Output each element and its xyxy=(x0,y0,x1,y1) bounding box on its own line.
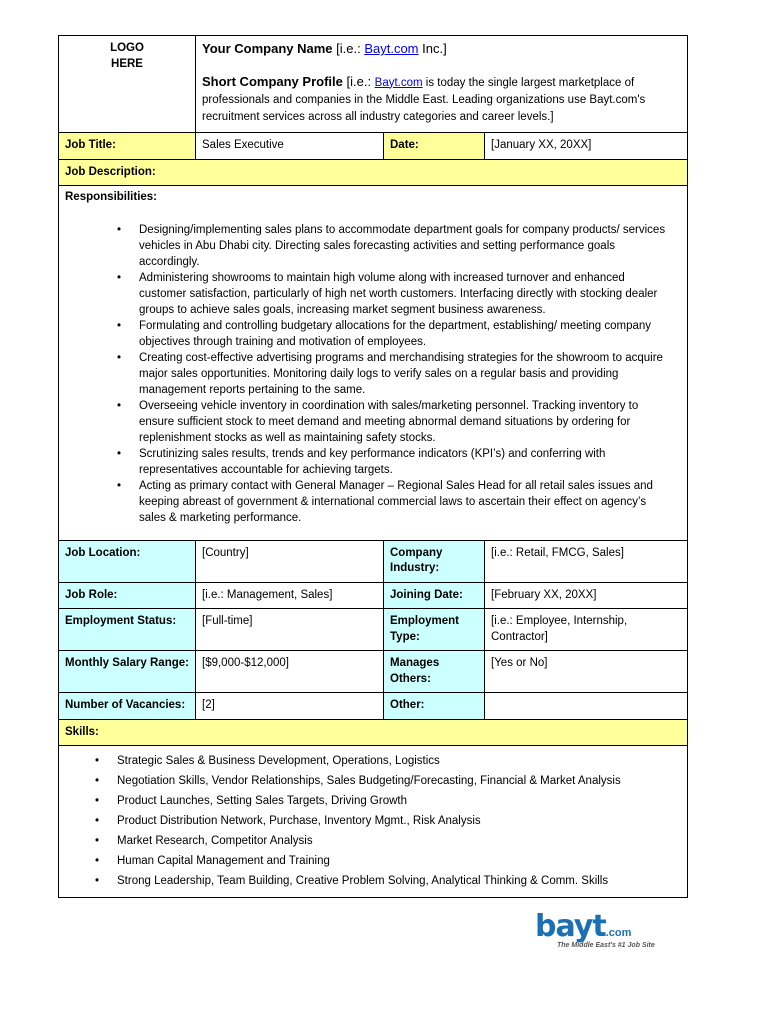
list-item: • Product Launches, Setting Sales Targets, Driving Growth xyxy=(117,791,671,811)
skills-label: Skills: xyxy=(59,719,688,746)
bayt-footer-logo xyxy=(535,909,685,952)
employment-type-label: Employment Type: xyxy=(384,609,485,651)
company-industry-value[interactable]: [i.e.: Retail, FMCG, Sales] xyxy=(485,540,688,582)
job-location-label: Job Location: xyxy=(59,540,196,582)
list-item: • Overseeing vehicle inventory in coordination with sales/marketing personnel. Tracking inventory to ensure sufficient stock to meet demand and meeting abnormal demand situations by ordering for replenishment stocks as well as maintaining safety stocks. xyxy=(139,398,671,446)
list-item: • Strategic Sales & Business Development, Operations, Logistics xyxy=(117,751,671,771)
company-name xyxy=(202,41,681,57)
table-row xyxy=(59,609,688,651)
bayt-brand-text: bayt xyxy=(535,909,606,944)
joining-date-value[interactable]: [February XX, 20XX] xyxy=(485,582,688,609)
list-item: • Designing/implementing sales plans to accommodate department goals for company products/ services vehicles in Abu Dhabi city. Directing sales forecasting activities and setting performance goals accordingly. xyxy=(139,222,671,270)
vacancies-value[interactable]: [2] xyxy=(196,693,384,720)
job-description-form xyxy=(58,35,688,898)
company-name-suffix: Inc.] xyxy=(418,41,447,56)
date-value[interactable]: [January XX, 20XX] xyxy=(485,133,688,160)
bayt-domain-text: .com xyxy=(605,927,632,939)
responsibilities-section xyxy=(59,186,688,541)
job-role-value[interactable]: [i.e.: Management, Sales] xyxy=(196,582,384,609)
company-profile-heading xyxy=(202,74,681,126)
company-profile-text: is today the single largest marketplace of professionals and companies in the Middle East. Leading organizations use Bayt.com's recruitment services across all industry categories and career levels.] xyxy=(202,76,646,123)
date-label: Date: xyxy=(384,133,485,160)
list-item: • Scrutinizing sales results, trends and key performance indicators (KPI’s) and conferring with representatives accountable for achieving targets. xyxy=(139,446,671,478)
salary-range-value[interactable]: [$9,000-$12,000] xyxy=(196,651,384,693)
skills-list xyxy=(65,751,671,891)
list-item: • Creating cost-effective advertising programs and merchandising strategies for the showroom to acquire major sales opportunities. Monitoring daily logs to verify sales on a regular basis and providing management reports pertaining to the same. xyxy=(139,350,671,398)
list-item: • Strong Leadership, Team Building, Creative Problem Solving, Analytical Thinking & Comm. Skills xyxy=(117,871,671,891)
salary-range-label: Monthly Salary Range: xyxy=(59,651,196,693)
job-description-label: Job Description: xyxy=(59,159,688,186)
logo-placeholder xyxy=(59,36,196,133)
list-item: • Negotiation Skills, Vendor Relationships, Sales Budgeting/Forecasting, Financial & Market Analysis xyxy=(117,771,671,791)
employment-type-value[interactable]: [i.e.: Employee, Internship, Contractor] xyxy=(485,609,688,651)
bayt-tagline: The Middle East's #1 Job Site xyxy=(557,942,655,949)
employment-status-value[interactable]: [Full-time] xyxy=(196,609,384,651)
list-item: • Acting as primary contact with General Manager – Regional Sales Head for all retail sales issues and keeping abreast of government & international commercial laws to ascertain their effect on agency’s sales & marketing performance. xyxy=(139,478,671,526)
responsibilities-list xyxy=(65,222,671,526)
company-profile-prefix: [i.e.: xyxy=(346,73,375,89)
company-industry-label: Company Industry: xyxy=(384,540,485,582)
other-value[interactable] xyxy=(485,693,688,720)
employment-status-label: Employment Status: xyxy=(59,609,196,651)
list-item: • Human Capital Management and Training xyxy=(117,851,671,871)
other-label: Other: xyxy=(384,693,485,720)
table-row xyxy=(59,693,688,720)
list-item: • Administering showrooms to maintain high volume along with increased turnover and enhanced customer satisfaction, particularly of high net worth customers. Interfacing directly with stocking dealer groups to achieve sales goals, increasing market segment business awareness. xyxy=(139,270,671,318)
skills-section xyxy=(59,746,688,898)
company-name-label: Your Company Name xyxy=(202,41,333,56)
list-item: • Formulating and controlling budgetary allocations for the department, establishing/ meeting company objectives through training and motivation of employees. xyxy=(139,318,671,350)
company-name-link[interactable]: Bayt.com xyxy=(364,41,419,56)
logo-line-2: HERE xyxy=(111,57,143,70)
manages-others-label: Manages Others: xyxy=(384,651,485,693)
table-row xyxy=(59,540,688,582)
company-profile-link[interactable]: Bayt.com xyxy=(374,76,423,89)
job-title-value[interactable]: Sales Executive xyxy=(196,133,384,160)
list-item: • Market Research, Competitor Analysis xyxy=(117,831,671,851)
vacancies-label: Number of Vacancies: xyxy=(59,693,196,720)
company-name-prefix: [i.e.: xyxy=(336,41,365,56)
table-row xyxy=(59,651,688,693)
job-location-value[interactable]: [Country] xyxy=(196,540,384,582)
job-role-label: Job Role: xyxy=(59,582,196,609)
joining-date-label: Joining Date: xyxy=(384,582,485,609)
responsibilities-label: Responsibilities: xyxy=(65,191,158,203)
job-title-label: Job Title: xyxy=(59,133,196,160)
company-profile-label: Short Company Profile xyxy=(202,73,343,89)
company-info xyxy=(196,36,688,133)
logo-line-1: LOGO xyxy=(110,42,144,54)
list-item: • Product Distribution Network, Purchase, Inventory Mgmt., Risk Analysis xyxy=(117,811,671,831)
manages-others-value[interactable]: [Yes or No] xyxy=(485,651,688,693)
table-row xyxy=(59,582,688,609)
